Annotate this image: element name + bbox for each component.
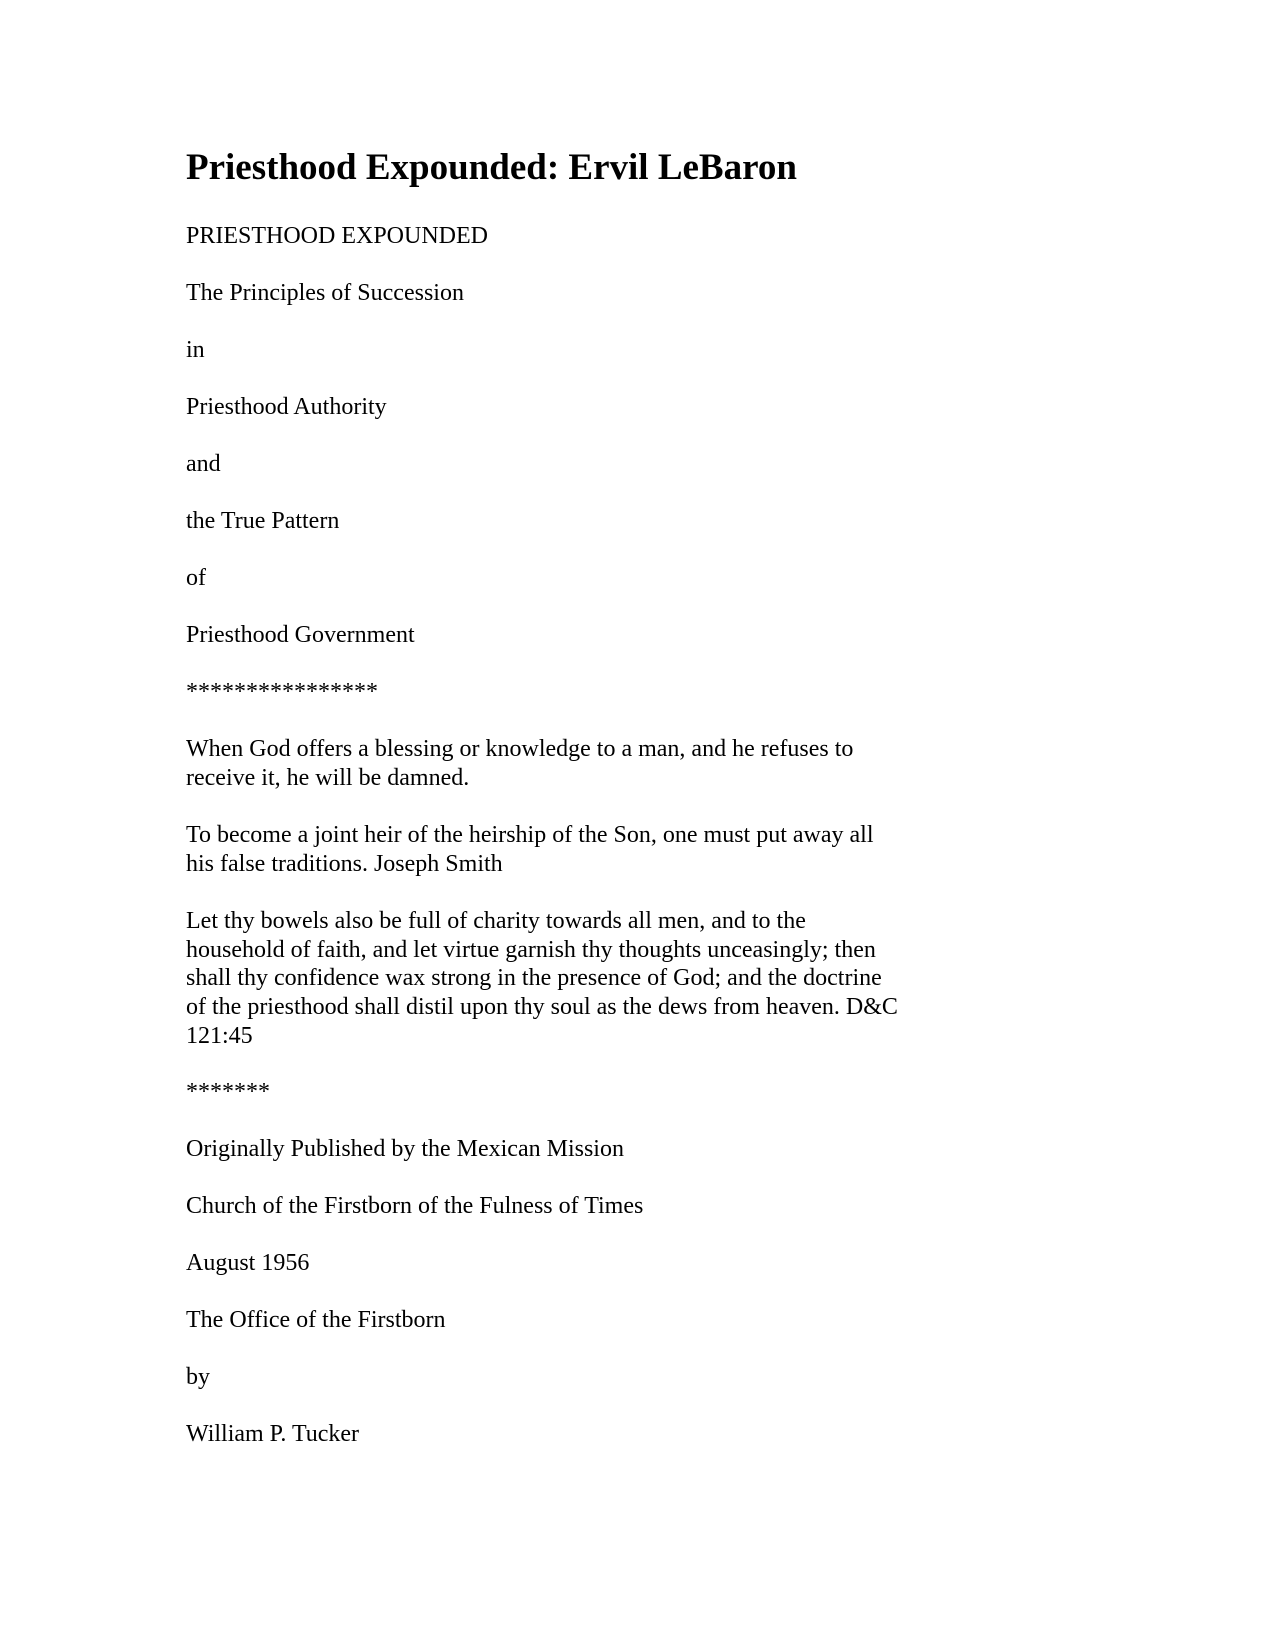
separator-stars-long: ****************	[186, 679, 378, 705]
heading-line-4: Priesthood Authority	[186, 394, 387, 420]
heading-line-8: Priesthood Government	[186, 622, 415, 648]
heading-line-1: PRIESTHOOD EXPOUNDED	[186, 223, 489, 249]
publication-author: William P. Tucker	[186, 1421, 360, 1447]
quote-3: Let thy bowels also be full of charity towards all men, and to the household of faith, and let virtue garnish thy thoughts unceasingly; then shall thy confidence wax strong in the presence of God; and the doctrine of the priesthood shall distil upon thy soul as the dews from heaven. D&C 121:45	[186, 908, 898, 1049]
heading-line-6: the True Pattern	[186, 508, 340, 534]
heading-line-5: and	[186, 451, 221, 477]
publication-line-3: August 1956	[186, 1250, 310, 1276]
document-title: Priesthood Expounded: Ervil LeBaron	[186, 147, 797, 188]
heading-line-3: in	[186, 337, 205, 363]
quote-1: When God offers a blessing or knowledge to a man, and he refuses to receive it, he will be damned.	[186, 736, 854, 791]
heading-line-2: The Principles of Succession	[186, 280, 464, 306]
heading-line-7: of	[186, 565, 206, 591]
publication-line-1: Originally Published by the Mexican Mission	[186, 1136, 624, 1162]
publication-line-4: The Office of the Firstborn	[186, 1307, 446, 1333]
publication-line-2: Church of the Firstborn of the Fulness of Times	[186, 1193, 644, 1219]
quote-2: To become a joint heir of the heirship of the Son, one must put away all his false traditions. Joseph Smith	[186, 822, 874, 877]
separator-stars-short: *******	[186, 1079, 270, 1105]
publication-line-5: by	[186, 1364, 210, 1390]
